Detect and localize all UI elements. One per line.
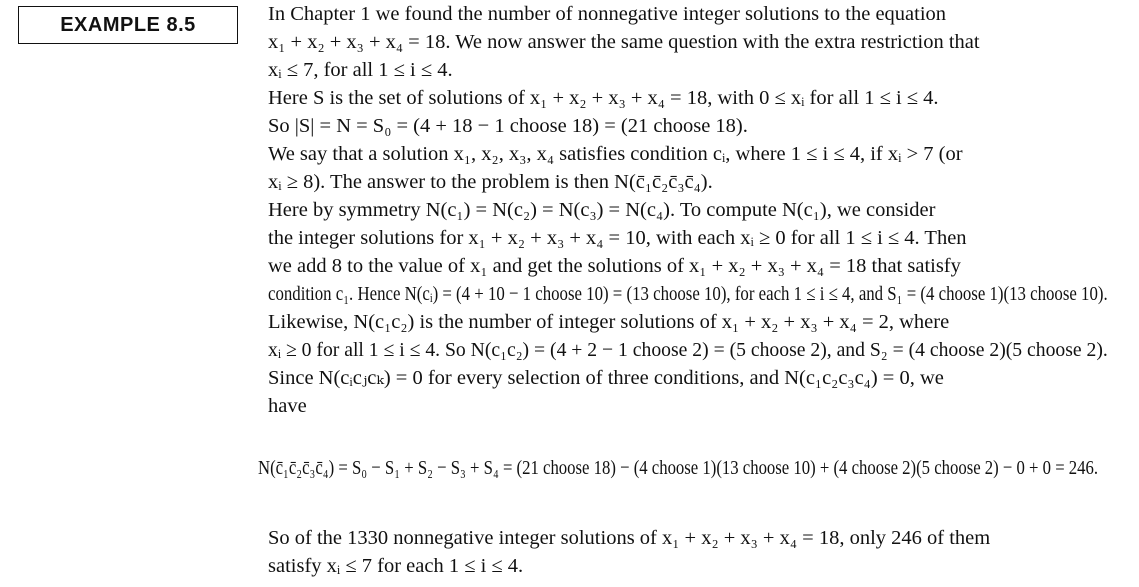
body-line-10: we add 8 to the value of x₁ and get the solutions of x₁ + x₂ + x₃ + x₄ = 18 that satisfy bbox=[268, 255, 961, 277]
body-line-11: condition c₁. Hence N(cᵢ) = (4 + 10 − 1 choose 10) = (13 choose 10), for each 1 ≤ i ≤ 4, and S₁ = (4 choose 1)(13 choose 10). bbox=[268, 283, 1108, 305]
body-line-8: Here by symmetry N(c₁) = N(c₂) = N(c₃) = N(c₄). To compute N(c₁), we consider bbox=[268, 199, 936, 221]
body-line-2: x₁ + x₂ + x₃ + x₄ = 18. We now answer the same question with the extra restriction that bbox=[268, 31, 980, 53]
body-line-15: have bbox=[268, 395, 307, 417]
body-line-9: the integer solutions for x₁ + x₂ + x₃ + x₄ = 10, with each xᵢ ≥ 0 for all 1 ≤ i ≤ 4. Then bbox=[268, 227, 967, 249]
body-line-5: So |S| = N = S₀ = (4 + 18 − 1 choose 18) = (21 choose 18). bbox=[268, 115, 748, 137]
body-line-3: xᵢ ≤ 7, for all 1 ≤ i ≤ 4. bbox=[268, 59, 453, 81]
body-line-6: We say that a solution x₁, x₂, x₃, x₄ satisfies condition cᵢ, where 1 ≤ i ≤ 4, if xᵢ > 7 (or bbox=[268, 143, 963, 165]
example-label: EXAMPLE 8.5 bbox=[60, 13, 196, 36]
body-line-14: Since N(cᵢcⱼcₖ) = 0 for every selection of three conditions, and N(c₁c₂c₃c₄) = 0, we bbox=[268, 367, 944, 389]
body-line-13: xᵢ ≥ 0 for all 1 ≤ i ≤ 4. So N(c₁c₂) = (4 + 2 − 1 choose 2) = (5 choose 2), and S₂ = (4 choose 2)(5 choose 2). bbox=[268, 339, 1108, 361]
display-equation: N(c̄₁c̄₂c̄₃c̄₄) = S₀ − S₁ + S₂ − S₃ + S₄ = (21 choose 18) − (4 choose 1)(13 choose 10) + (4 choose 2)(5 choose 2) − 0 + 0 = 246. bbox=[258, 457, 1099, 479]
body-line-12: Likewise, N(c₁c₂) is the number of integer solutions of x₁ + x₂ + x₃ + x₄ = 2, where bbox=[268, 311, 950, 333]
example-label-box bbox=[18, 6, 238, 44]
body-line-7: xᵢ ≥ 8). The answer to the problem is then N(c̄₁c̄₂c̄₃c̄₄). bbox=[268, 171, 713, 193]
closing-line-1: So of the 1330 nonnegative integer solutions of x₁ + x₂ + x₃ + x₄ = 18, only 246 of them bbox=[268, 527, 991, 549]
body-line-1: In Chapter 1 we found the number of nonnegative integer solutions to the equation bbox=[268, 3, 947, 25]
display-equation-block bbox=[258, 437, 1108, 507]
closing-line-2: satisfy xᵢ ≤ 7 for each 1 ≤ i ≤ 4. bbox=[268, 555, 524, 577]
body-line-4: Here S is the set of solutions of x₁ + x₂ + x₃ + x₄ = 18, with 0 ≤ xᵢ for all 1 ≤ i ≤ 4. bbox=[268, 87, 939, 109]
